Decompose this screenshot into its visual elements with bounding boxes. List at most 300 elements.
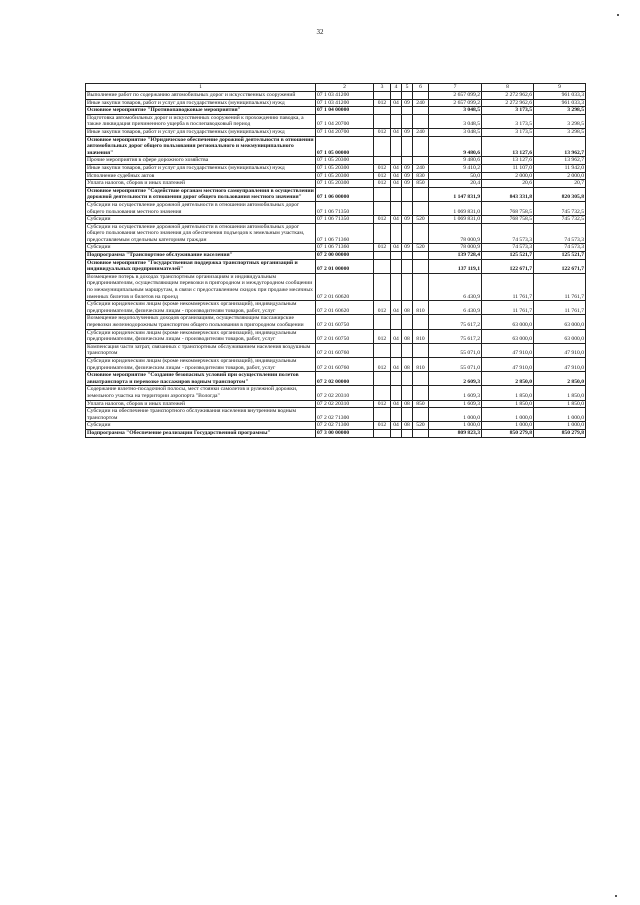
expense-type-code: 810 [413,357,429,371]
table-row [86,223,586,244]
row-name: Субсидии юридическим лицам (кроме некоммерческих организаций), индивидуальным предпринимателям, физическим лицам - производителям товаров, работ, услуг [86,329,316,343]
budget-table [85,83,586,438]
amount-year-1: 809 823,3 [429,429,482,437]
section-code [391,201,402,215]
target-article-code: 07 1 04 20700 [316,114,374,128]
grbs-code [374,187,391,201]
subsection-code: 09 [402,128,413,136]
grbs-code [374,259,391,273]
target-article-code: 07 1 05 00000 [316,136,374,157]
amount-year-1: 50,0 [429,172,482,180]
section-code [391,92,402,100]
grbs-code [374,372,391,386]
section-code: 04 [391,422,402,430]
table-row [86,372,586,386]
table-row [86,343,586,357]
row-name: Основное мероприятие "Создание безопасных условий при осуществлении полетов авиатранспорта и перевозке пассажиров водным транспортом" [86,372,316,386]
page-number: 32 [316,28,324,36]
table-row [86,136,586,157]
amount-year-1: 1 000,0 [429,422,482,430]
target-article-code: 07 1 04 20700 [316,128,374,136]
section-code [391,114,402,128]
expense-type-code: 520 [413,244,429,252]
table-row [86,201,586,215]
grbs-code: 012 [374,357,391,371]
section-code [391,408,402,422]
grbs-code: 012 [374,180,391,188]
subsection-code [402,259,413,273]
subsection-code [402,201,413,215]
grbs-code [374,315,391,329]
expense-type-code: 240 [413,99,429,107]
amount-year-1: 6 430,9 [429,301,482,315]
amount-year-2: 843 331,8 [482,187,534,201]
table-row [86,252,586,260]
amount-year-2: 850 279,8 [482,429,534,437]
row-name: Подготовка автомобильных дорог и искусственных сооружений к прохождению паводка, а также ликвидация причиненного ущерба в послепаводковый период [86,114,316,128]
subsection-code [402,252,413,260]
target-article-code: 07 3 00 00000 [316,429,374,437]
amount-year-3: 13 962,7 [534,136,586,157]
amount-year-2: 74 573,3 [482,244,534,252]
target-article-code: 07 2 01 00000 [316,259,374,273]
amount-year-1: 55 071,0 [429,343,482,357]
row-name: Уплата налогов, сборов и иных платежей [86,400,316,408]
subsection-code [402,92,413,100]
amount-year-2: 122 671,7 [482,259,534,273]
target-article-code: 07 1 06 71360 [316,223,374,244]
scan-speck [615,895,617,897]
row-name: Уплата налогов, сборов и иных платежей [86,180,316,188]
amount-year-2: 20,6 [482,180,534,188]
subsection-code: 09 [402,180,413,188]
amount-year-1: 9 480,6 [429,136,482,157]
target-article-code: 07 1 03 41200 [316,92,374,100]
section-code: 04 [391,172,402,180]
amount-year-3: 122 671,7 [534,259,586,273]
amount-year-1: 55 071,0 [429,357,482,371]
expense-type-code: 240 [413,164,429,172]
row-name: Основное мероприятие "Содействие органам местного самоуправления в осуществлении дорожной деятельности в отношении дорог общего пользования местного значения" [87,187,314,201]
amount-year-3: 11 761,7 [534,301,586,315]
target-article-code: 07 2 02 20310 [316,386,374,400]
row-name: Иные закупки товаров, работ и услуг для государственных (муниципальных) нужд [86,164,316,172]
row-name: Иные закупки товаров, работ и услуг для государственных (муниципальных) нужд [86,99,316,107]
amount-year-1: 1 000,0 [429,408,482,422]
amount-year-3: 1 850,0 [534,400,586,408]
amount-year-1: 139 728,4 [429,252,482,260]
amount-year-3: 20,7 [534,180,586,188]
amount-year-1: 78 000,9 [429,223,482,244]
target-article-code: 07 2 01 60760 [316,357,374,371]
amount-year-3: 850 279,8 [534,429,586,437]
amount-year-2: 13 127,6 [482,157,534,165]
section-code [391,259,402,273]
amount-year-2: 3 173,5 [482,114,534,128]
row-name: Субсидии [86,422,316,430]
grbs-code: 012 [374,422,391,430]
header-cell: 9 [534,84,586,92]
amount-year-2: 1 850,0 [482,400,534,408]
header-cell: 4 [391,84,402,92]
section-code: 04 [391,128,402,136]
section-code: 04 [391,400,402,408]
grbs-code [374,114,391,128]
amount-year-1: 9 410,2 [429,164,482,172]
expense-type-code [413,252,429,260]
table-row [86,273,586,300]
table-row [86,216,586,224]
grbs-code [374,429,391,437]
subsection-code: 09 [402,216,413,224]
subsection-code: 09 [402,164,413,172]
grbs-code: 012 [374,400,391,408]
amount-year-2: 2 850,0 [482,372,534,386]
amount-year-1: 9 480,6 [429,157,482,165]
amount-year-2: 63 000,0 [482,315,534,329]
expense-type-code: 520 [413,216,429,224]
amount-year-1: 6 430,9 [429,273,482,300]
grbs-code [374,201,391,215]
table-row [86,172,586,180]
subsection-code [402,157,413,165]
section-code: 04 [391,244,402,252]
row-name: Субсидии юридическим лицам (кроме некоммерческих организаций), индивидуальным предпринимателям, физическим лицам - производителям товаров, работ, услуг [86,301,316,315]
amount-year-3: 2 000,0 [534,172,586,180]
expense-type-code: 850 [413,400,429,408]
grbs-code: 012 [374,128,391,136]
expense-type-code [413,92,429,100]
expense-type-code [413,201,429,215]
header-cell: 6 [413,84,429,92]
table-row [86,187,586,201]
amount-year-1: 2 657 099,2 [429,99,482,107]
row-name: Субсидии на осуществление дорожной деятельности в отношении автомобильных дорог общего пользования местного значения [86,201,316,215]
header-cell: 7 [429,84,482,92]
target-article-code: 07 2 01 60760 [316,343,374,357]
table-row [86,422,586,430]
amount-year-2: 2 272 962,6 [482,92,534,100]
amount-year-3: 1 850,0 [534,386,586,400]
header-cell: 3 [374,84,391,92]
table-row [86,99,586,107]
amount-year-3: 11 942,0 [534,164,586,172]
expense-type-code [413,259,429,273]
row-name: Исполнение судебных актов [86,172,316,180]
amount-year-3: 3 298,5 [534,128,586,136]
table-row [86,92,586,100]
amount-year-2: 2 000,0 [482,172,534,180]
table-row [86,329,586,343]
section-code: 04 [391,301,402,315]
section-code [391,136,402,157]
section-code: 04 [391,180,402,188]
expense-type-code [413,223,429,244]
target-article-code: 07 2 01 60750 [316,329,374,343]
amount-year-1: 75 617,2 [429,329,482,343]
subsection-code [402,429,413,437]
target-article-code: 07 1 05 20300 [316,180,374,188]
amount-year-3: 3 298,5 [534,107,586,115]
target-article-code: 07 1 06 00000 [316,187,374,201]
table-row [86,259,586,273]
expense-type-code [413,372,429,386]
amount-year-2: 1 000,0 [482,408,534,422]
amount-year-2: 47 910,0 [482,357,534,371]
table-row [86,408,586,422]
row-name: Субсидии на обеспечение транспортного обслуживания населения внутренним водным транспортом [86,408,316,422]
target-article-code: 07 1 05 20300 [316,157,374,165]
amount-year-1: 78 000,9 [429,244,482,252]
grbs-code: 012 [374,99,391,107]
expense-type-code: 520 [413,422,429,430]
amount-year-2: 11 107,0 [482,164,534,172]
section-code [391,157,402,165]
amount-year-1: 2 609,3 [429,372,482,386]
row-name: Основное мероприятие "Государственная поддержка транспортных организаций и индивидуальных предпринимателей" [86,259,316,273]
grbs-code [374,386,391,400]
amount-year-3: 47 910,0 [534,343,586,357]
amount-year-3: 74 573,3 [534,244,586,252]
expense-type-code [413,386,429,400]
subsection-code [402,223,413,244]
row-name: Содержание взлетно-посадочной полосы, мест стоянки самолетов и рулежной дорожки, земельного участка на территории аэропорта "Вологда" [86,386,316,400]
target-article-code: 07 2 01 60620 [316,273,374,300]
grbs-code [374,92,391,100]
amount-year-1: 20,4 [429,180,482,188]
subsection-code: 08 [402,400,413,408]
amount-year-3: 820 305,8 [534,187,586,201]
expense-type-code [413,429,429,437]
amount-year-1: 137 119,1 [429,259,482,273]
subsection-code: 09 [402,172,413,180]
target-article-code: 07 1 06 71360 [316,244,374,252]
amount-year-3: 1 000,0 [534,408,586,422]
table-row [86,315,586,329]
amount-year-2: 3 173,5 [482,107,534,115]
amount-year-3: 3 298,5 [534,114,586,128]
section-code [391,273,402,300]
amount-year-3: 745 732,5 [534,201,586,215]
expense-type-code: 810 [413,301,429,315]
expense-type-code [413,157,429,165]
expense-type-code [413,343,429,357]
table-row [86,114,586,128]
row-name: Прочие мероприятия в сфере дорожного хозяйства [86,157,316,165]
amount-year-3: 63 000,0 [534,329,586,343]
table-row [86,164,586,172]
subsection-code: 08 [402,329,413,343]
grbs-code: 012 [374,244,391,252]
section-code [391,187,402,201]
subsection-code [402,372,413,386]
grbs-code [374,136,391,157]
amount-year-3: 74 573,3 [534,223,586,244]
amount-year-1: 75 617,2 [429,315,482,329]
amount-year-1: 3 048,5 [429,128,482,136]
section-code [391,429,402,437]
table-row [86,301,586,315]
amount-year-1: 1 609,3 [429,386,482,400]
amount-year-3: 13 962,7 [534,157,586,165]
subsection-code [402,386,413,400]
expense-type-code [413,187,429,201]
amount-year-3: 1 000,0 [534,422,586,430]
row-name: Основное мероприятие "Юридическое обеспечение дорожной деятельности в отношении автомобильных дорог общего пользования регионального и межмуниципального значения" [87,136,314,156]
table-row [86,357,586,371]
amount-year-3: 125 521,7 [534,252,586,260]
header-cell: 1 [86,84,316,92]
grbs-code [374,408,391,422]
target-article-code: 07 2 02 71300 [316,422,374,430]
table-row [86,180,586,188]
section-code: 04 [391,357,402,371]
row-name: Субсидии юридическим лицам (кроме некоммерческих организаций), индивидуальным предпринимателям, физическим лицам - производителям товаров, работ, услуг [86,357,316,371]
grbs-code: 012 [374,301,391,315]
target-article-code: 07 2 00 00000 [316,252,374,260]
amount-year-2: 13 127,6 [482,136,534,157]
row-name: Возмещение недополученных доходов организациям, осуществляющим пассажирские перевозки железнодорожным транспортом общего пользования в пригородном сообщении [86,315,316,329]
subsection-code: 09 [402,99,413,107]
amount-year-2: 1 000,0 [482,422,534,430]
subsection-code: 08 [402,357,413,371]
grbs-code [374,273,391,300]
amount-year-3: 961 033,3 [534,99,586,107]
amount-year-3: 11 761,7 [534,273,586,300]
subsection-code [402,136,413,157]
amount-year-1: 1 609,3 [429,400,482,408]
grbs-code [374,252,391,260]
row-name: Возмещение потерь в доходах транспортным организациям и индивидуальным предпринимателям, осуществляющим перевозки в пригородном и междугородном сообщении по межмуниципальным маршрутам, в связи с предоставлением скидок при продаже месячных именных билетов и билетов на проезд [86,273,316,300]
target-article-code: 07 1 06 71350 [316,216,374,224]
subsection-code: 08 [402,422,413,430]
table-body [86,92,586,438]
section-code [391,315,402,329]
header-cell: 2 [316,84,374,92]
expense-type-code: 810 [413,329,429,343]
target-article-code: 07 1 06 71350 [316,201,374,215]
expense-type-code: 240 [413,128,429,136]
table-row [86,157,586,165]
row-name: Иные закупки товаров, работ и услуг для государственных (муниципальных) нужд [86,128,316,136]
target-article-code: 07 1 04 00000 [316,107,374,115]
row-name: Компенсация части затрат, связанных с транспортным обслуживанием населения воздушным транспортом [86,343,316,357]
target-article-code: 07 2 02 20310 [316,400,374,408]
table-row [86,400,586,408]
section-code: 04 [391,216,402,224]
amount-year-2: 1 850,0 [482,386,534,400]
target-article-code: 07 2 02 71300 [316,408,374,422]
amount-year-1: 1 069 831,0 [429,201,482,215]
amount-year-2: 3 173,5 [482,128,534,136]
subsection-code [402,343,413,357]
subsection-code: 08 [402,301,413,315]
amount-year-3: 745 732,5 [534,216,586,224]
target-article-code: 07 1 03 41200 [316,99,374,107]
amount-year-1: 2 657 099,2 [429,92,482,100]
section-code [391,386,402,400]
section-code: 04 [391,164,402,172]
section-code [391,372,402,386]
expense-type-code [413,408,429,422]
row-name: Выполнение работ по содержанию автомобильных дорог и искусственных сооружений [86,92,316,100]
amount-year-2: 125 521,7 [482,252,534,260]
grbs-code [374,157,391,165]
subsection-code: 09 [402,244,413,252]
table-row [86,244,586,252]
amount-year-2: 768 758,5 [482,201,534,215]
target-article-code: 07 1 05 20300 [316,172,374,180]
table-header-row [86,84,586,92]
expense-type-code: 850 [413,180,429,188]
amount-year-2: 74 573,3 [482,223,534,244]
table-row [86,386,586,400]
amount-year-1: 1 069 831,0 [429,216,482,224]
amount-year-3: 2 850,0 [534,372,586,386]
row-name: Основное мероприятие "Противопаводковые мероприятия" [86,107,316,115]
target-article-code: 07 1 05 20300 [316,164,374,172]
expense-type-code [413,114,429,128]
amount-year-3: 961 033,3 [534,92,586,100]
expense-type-code [413,273,429,300]
amount-year-2: 47 910,0 [482,343,534,357]
amount-year-1: 1 147 831,9 [429,187,482,201]
expense-type-code [413,315,429,329]
amount-year-2: 11 761,7 [482,273,534,300]
row-name: Подпрограмма "Транспортное обслуживание населения" [86,252,316,260]
header-cell: 8 [482,84,534,92]
amount-year-2: 63 000,0 [482,329,534,343]
subsection-code [402,107,413,115]
section-code: 04 [391,99,402,107]
grbs-code [374,343,391,357]
grbs-code [374,223,391,244]
row-name: Подпрограмма "Обеспечение реализации Государственной программы" [86,429,316,437]
scan-speck [617,14,619,16]
expense-type-code [413,107,429,115]
amount-year-3: 63 000,0 [534,315,586,329]
section-code [391,252,402,260]
amount-year-1: 3 048,5 [429,107,482,115]
subsection-code [402,187,413,201]
row-name: Субсидии [86,216,316,224]
amount-year-2: 768 758,5 [482,216,534,224]
grbs-code: 012 [374,216,391,224]
section-code [391,107,402,115]
subsection-code [402,315,413,329]
target-article-code: 07 2 01 60620 [316,301,374,315]
target-article-code: 07 2 02 00000 [316,372,374,386]
section-code [391,223,402,244]
table-row [86,128,586,136]
subsection-code [402,114,413,128]
subsection-code [402,273,413,300]
section-code [391,343,402,357]
header-cell: 5 [402,84,413,92]
amount-year-3: 47 910,0 [534,357,586,371]
table-row [86,107,586,115]
amount-year-2: 2 272 962,6 [482,99,534,107]
subsection-code [402,408,413,422]
amount-year-2: 11 761,7 [482,301,534,315]
grbs-code: 012 [374,164,391,172]
grbs-code [374,107,391,115]
amount-year-1: 3 048,5 [429,114,482,128]
section-code: 04 [391,329,402,343]
expense-type-code: 830 [413,172,429,180]
grbs-code: 012 [374,172,391,180]
target-article-code: 07 2 01 60750 [316,315,374,329]
